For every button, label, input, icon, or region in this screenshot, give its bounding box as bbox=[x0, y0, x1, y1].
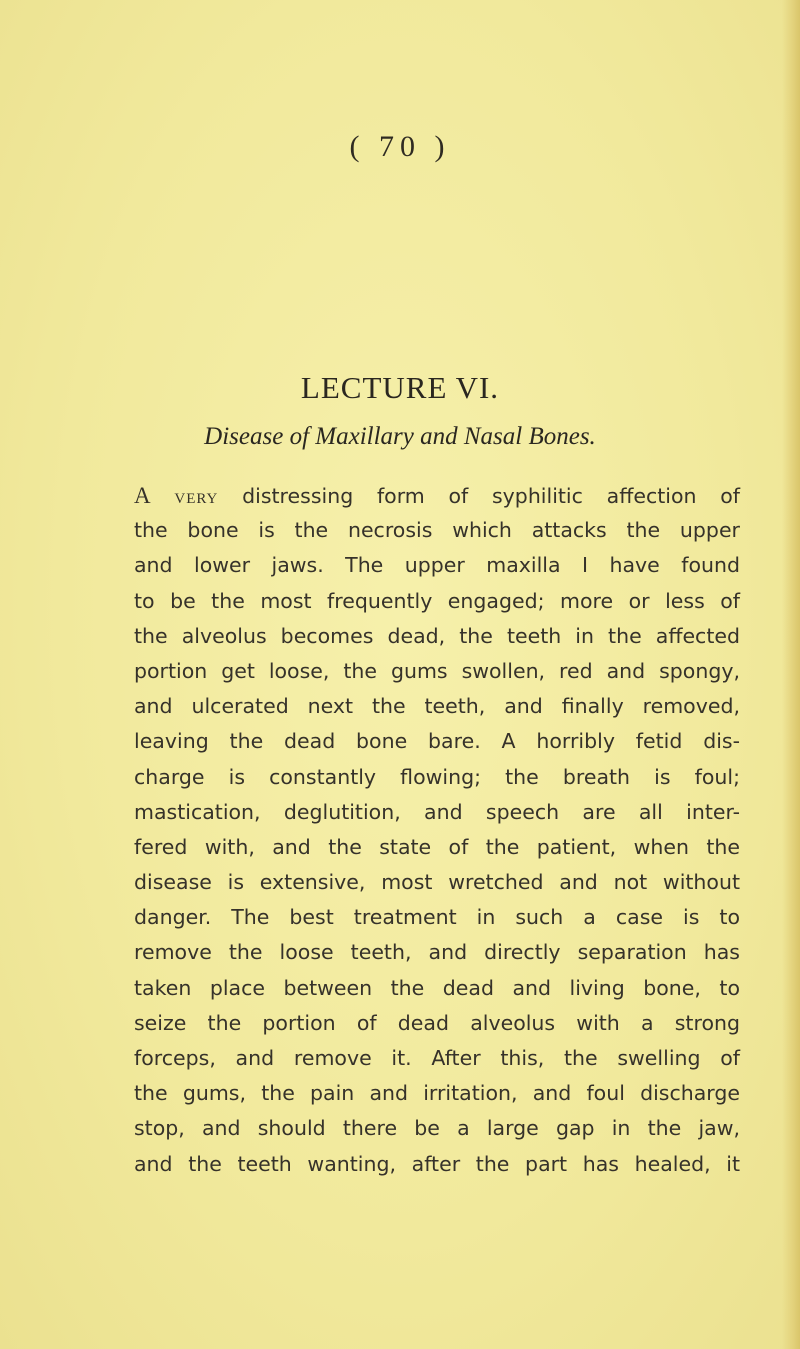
text-line-1 bbox=[134, 478, 740, 513]
text-line-18: the gums, the pain and irritation, and foul discharge bbox=[134, 1081, 740, 1106]
page-edge-shadow bbox=[782, 0, 800, 1349]
text-line-15: taken place between the dead and living bone, to bbox=[134, 975, 740, 1000]
text-line-1-rest: distressing form of syphilitic affection of bbox=[218, 484, 740, 508]
lecture-title: LECTURE VI. bbox=[300, 370, 500, 405]
text-line-12: disease is extensive, most wretched and not without bbox=[134, 870, 740, 895]
text-line-14: remove the loose teeth, and directly separation has bbox=[134, 940, 740, 965]
text-line-6: portion get loose, the gums swollen, red and spongy, bbox=[134, 658, 740, 683]
text-line-7: and ulcerated next the teeth, and finally removed, bbox=[134, 694, 740, 719]
lead-letter: A bbox=[134, 483, 151, 508]
text-line-8: leaving the dead bone bare. A horribly fetid dis- bbox=[134, 729, 740, 754]
text-line-3: and lower jaws. The upper maxilla I have found bbox=[134, 553, 740, 578]
text-line-10: mastication, deglutition, and speech are all inter- bbox=[134, 799, 740, 824]
body-text bbox=[134, 478, 740, 1182]
text-line-19: stop, and should there be a large gap in the jaw, bbox=[134, 1116, 740, 1141]
text-line-11: fered with, and the state of the patient, when the bbox=[134, 834, 740, 859]
text-line-13: danger. The best treatment in such a case is to bbox=[134, 905, 740, 930]
text-line-16: seize the portion of dead alveolus with a strong bbox=[134, 1010, 740, 1035]
text-line-4: to be the most frequently engaged; more or less of bbox=[134, 588, 740, 613]
lecture-subtitle: Disease of Maxillary and Nasal Bones. bbox=[204, 423, 596, 450]
text-line-2: the bone is the necrosis which attacks the upper bbox=[134, 518, 740, 543]
lead-word: very bbox=[174, 484, 219, 508]
text-line-5: the alveolus becomes dead, the teeth in the affected bbox=[134, 623, 740, 648]
text-line-17: forceps, and remove it. After this, the swelling of bbox=[134, 1046, 740, 1070]
page-number: ( 70 ) bbox=[349, 130, 451, 163]
text-line-9: charge is constantly flowing; the breath is foul; bbox=[134, 764, 740, 789]
text-line-20: and the teeth wanting, after the part has healed, it bbox=[134, 1151, 740, 1176]
